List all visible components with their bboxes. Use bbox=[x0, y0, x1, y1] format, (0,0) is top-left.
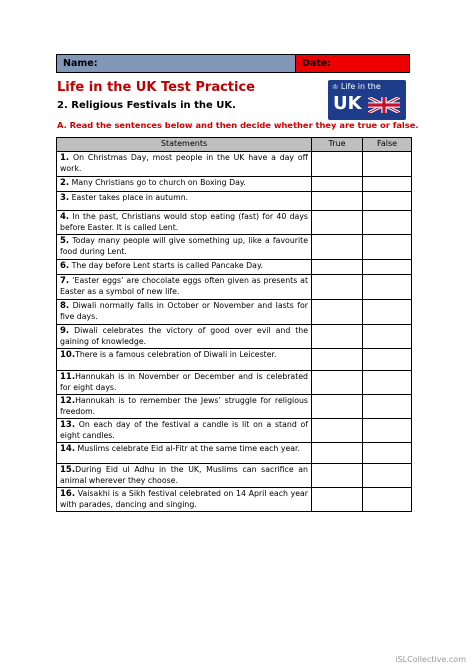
true-answer-cell[interactable] bbox=[312, 464, 363, 488]
true-answer-cell[interactable] bbox=[312, 300, 363, 325]
true-answer-cell[interactable] bbox=[312, 177, 363, 192]
table-row bbox=[57, 235, 412, 260]
logo-uk-text: UK bbox=[333, 93, 362, 114]
false-answer-cell[interactable] bbox=[363, 300, 412, 325]
true-answer-cell[interactable] bbox=[312, 349, 363, 371]
statement-text: There is a famous celebration of Diwali in Leicester. bbox=[75, 350, 277, 359]
table-row bbox=[57, 300, 412, 325]
table-row bbox=[57, 464, 412, 488]
table-row bbox=[57, 211, 412, 235]
false-answer-cell[interactable] bbox=[363, 464, 412, 488]
table-row bbox=[57, 419, 412, 443]
life-in-the-uk-logo bbox=[328, 80, 406, 120]
false-header: False bbox=[363, 138, 412, 152]
false-answer-cell[interactable] bbox=[363, 371, 412, 395]
statement-number: 5. bbox=[60, 236, 70, 246]
statement-number: 6. bbox=[60, 261, 70, 271]
date-field[interactable]: Date: bbox=[296, 55, 409, 72]
statement-number: 2. bbox=[60, 178, 70, 188]
false-answer-cell[interactable] bbox=[363, 192, 412, 211]
statement-number: 9. bbox=[60, 326, 70, 336]
true-answer-cell[interactable] bbox=[312, 443, 363, 464]
statement-text: Vaisakhi is a Sikh festival celebrated on 14 April each year with parades, dancing and singing. bbox=[60, 489, 308, 509]
statement-number: 11. bbox=[60, 372, 76, 382]
statement-cell bbox=[57, 395, 312, 419]
statement-text: Today many people will give something up, like a favourite food during Lent. bbox=[60, 236, 308, 256]
table-row bbox=[57, 177, 412, 192]
statement-number: 16. bbox=[60, 489, 76, 499]
false-answer-cell[interactable] bbox=[363, 235, 412, 260]
statement-number: 15. bbox=[60, 465, 76, 475]
statement-number: 7. bbox=[60, 276, 70, 286]
statement-text: Many Christians go to church on Boxing Day. bbox=[69, 178, 246, 187]
statement-cell bbox=[57, 300, 312, 325]
true-answer-cell[interactable] bbox=[312, 260, 363, 275]
statement-text: During Eid ul Adhu in the UK, Muslims can sacrifice an animal wherever they choose. bbox=[60, 465, 308, 485]
false-answer-cell[interactable] bbox=[363, 395, 412, 419]
statement-number: 14. bbox=[60, 444, 76, 454]
true-answer-cell[interactable] bbox=[312, 419, 363, 443]
false-answer-cell[interactable] bbox=[363, 275, 412, 300]
statement-cell bbox=[57, 371, 312, 395]
statement-number: 12. bbox=[60, 396, 76, 406]
statement-text: On each day of the festival a candle is lit on a stand of eight candles. bbox=[60, 420, 308, 440]
statement-text: The day before Lent starts is called Pancake Day. bbox=[69, 261, 263, 270]
statement-cell bbox=[57, 443, 312, 464]
true-answer-cell[interactable] bbox=[312, 235, 363, 260]
table-row bbox=[57, 192, 412, 211]
crown-icon: ♔ bbox=[332, 83, 339, 91]
watermark: iSLCollective.com bbox=[395, 655, 466, 664]
statement-number: 13. bbox=[60, 420, 76, 430]
statement-cell bbox=[57, 275, 312, 300]
table-row bbox=[57, 488, 412, 512]
statements-header: Statements bbox=[57, 138, 312, 152]
false-answer-cell[interactable] bbox=[363, 443, 412, 464]
statement-text: Hannukah is to remember the Jews’ struggle for religious freedom. bbox=[60, 396, 308, 416]
false-answer-cell[interactable] bbox=[363, 419, 412, 443]
statement-text: Hannukah is in November or December and is celebrated for eight days. bbox=[60, 372, 308, 392]
statement-number: 10. bbox=[60, 350, 76, 360]
false-answer-cell[interactable] bbox=[363, 211, 412, 235]
statement-cell bbox=[57, 464, 312, 488]
statement-cell bbox=[57, 260, 312, 275]
true-answer-cell[interactable] bbox=[312, 211, 363, 235]
page-title: Life in the UK Test Practice bbox=[57, 80, 255, 95]
statement-text: Muslims celebrate Eid al-Fitr at the same time each year. bbox=[75, 444, 300, 453]
table-row bbox=[57, 395, 412, 419]
true-answer-cell[interactable] bbox=[312, 371, 363, 395]
table-row bbox=[57, 443, 412, 464]
statement-text: On Christmas Day, most people in the UK have a day off work. bbox=[60, 153, 308, 173]
statement-text: In the past, Christians would stop eating (fast) for 40 days before Easter. It is called Lent. bbox=[60, 212, 308, 232]
table-row bbox=[57, 152, 412, 177]
statement-text: Easter takes place in autumn. bbox=[69, 193, 189, 202]
table-row bbox=[57, 260, 412, 275]
table-row bbox=[57, 325, 412, 349]
statement-number: 8. bbox=[60, 301, 70, 311]
table-row bbox=[57, 371, 412, 395]
false-answer-cell[interactable] bbox=[363, 488, 412, 512]
instructions: A. Read the sentences below and then decide whether they are true or false. bbox=[57, 120, 419, 130]
true-answer-cell[interactable] bbox=[312, 325, 363, 349]
statement-cell bbox=[57, 235, 312, 260]
logo-top-text: Life in the bbox=[340, 82, 381, 91]
true-answer-cell[interactable] bbox=[312, 192, 363, 211]
statement-text: ‘Easter eggs’ are chocolate eggs often given as presents at Easter as a symbol of new life. bbox=[60, 276, 308, 296]
statement-cell bbox=[57, 152, 312, 177]
true-answer-cell[interactable] bbox=[312, 488, 363, 512]
true-answer-cell[interactable] bbox=[312, 275, 363, 300]
statement-number: 4. bbox=[60, 212, 70, 222]
statement-cell bbox=[57, 349, 312, 371]
false-answer-cell[interactable] bbox=[363, 349, 412, 371]
name-field[interactable]: Name: bbox=[57, 55, 296, 72]
table-row bbox=[57, 275, 412, 300]
section-subtitle: 2. Religious Festivals in the UK. bbox=[57, 100, 236, 111]
statement-cell bbox=[57, 211, 312, 235]
statement-text: Diwali normally falls in October or November and lasts for five days. bbox=[60, 301, 308, 321]
true-answer-cell[interactable] bbox=[312, 395, 363, 419]
statement-text: Diwali celebrates the victory of good over evil and the gaining of knowledge. bbox=[60, 326, 308, 346]
statements-table bbox=[56, 137, 412, 512]
false-answer-cell[interactable] bbox=[363, 260, 412, 275]
false-answer-cell[interactable] bbox=[363, 177, 412, 192]
statement-cell bbox=[57, 177, 312, 192]
statement-number: 1. bbox=[60, 153, 70, 163]
statement-cell bbox=[57, 192, 312, 211]
statement-cell bbox=[57, 488, 312, 512]
union-jack-icon bbox=[368, 97, 400, 113]
name-date-bar bbox=[56, 54, 410, 73]
statement-cell bbox=[57, 419, 312, 443]
false-answer-cell[interactable] bbox=[363, 152, 412, 177]
true-answer-cell[interactable] bbox=[312, 152, 363, 177]
statement-number: 3. bbox=[60, 193, 70, 203]
table-row bbox=[57, 349, 412, 371]
false-answer-cell[interactable] bbox=[363, 325, 412, 349]
true-header: True bbox=[312, 138, 363, 152]
statement-cell bbox=[57, 325, 312, 349]
